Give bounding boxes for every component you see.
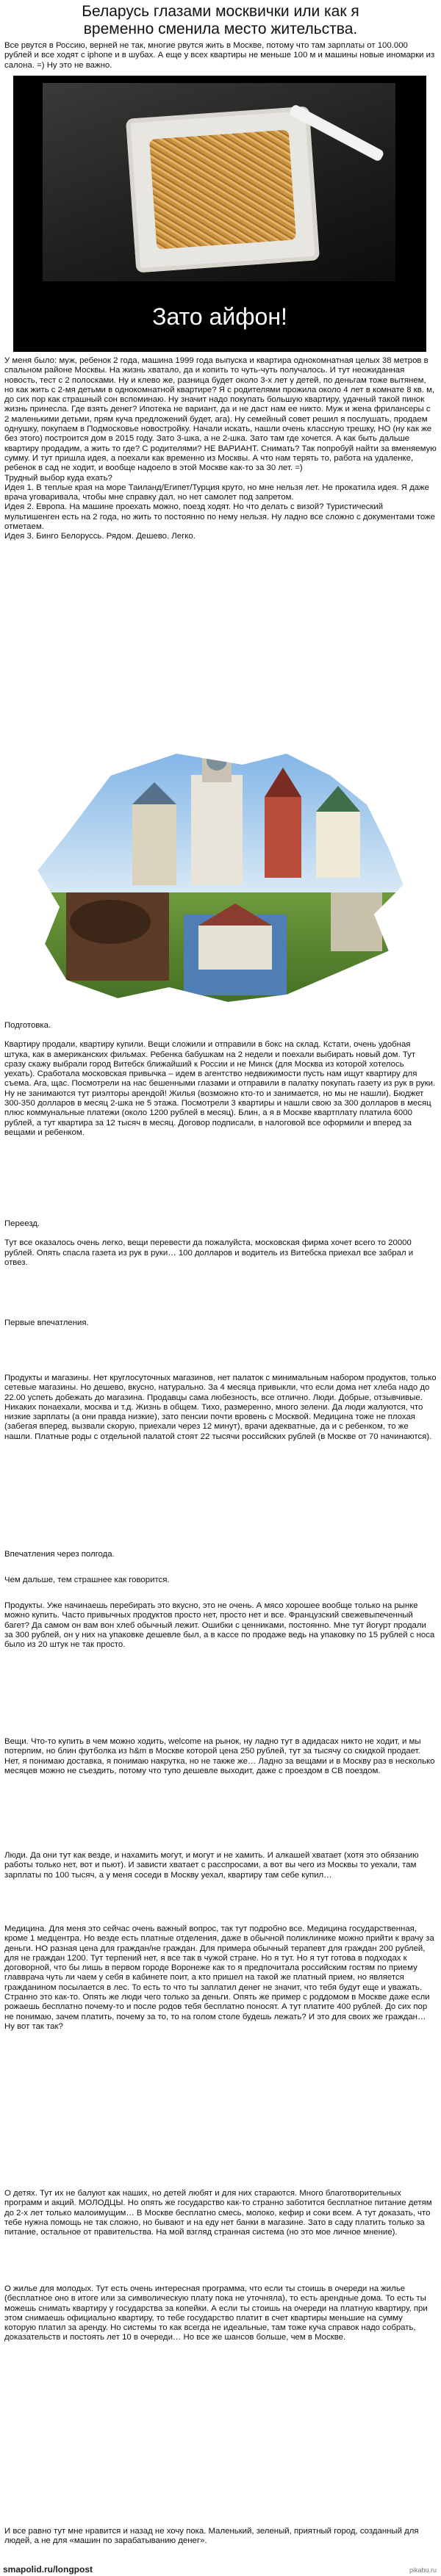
photo-caption: Зато айфон! — [152, 303, 287, 330]
site-watermark: pikabu.ru — [409, 2566, 437, 2574]
idea-2: Идея 2. Европа. На машине проехать можно, поезд ходят. Но что делать с визой? Туристический мультишенген есть на 2 года, но жить то постоянно по нему нельзя. Ну ладно все сложно с документами тоже отметаем. — [4, 502, 435, 532]
move-paragraph: Тут все оказалось очень легко, вещи перевести да пожалуйста, московская фирма хочет всего то 20000 рублей. Опять спасла газета из рук в руки… 100 долларов и водитель из Витебска приехал все забрал и отвез. — [4, 1238, 414, 1267]
title-line-1: Беларусь глазами москвички или как я — [82, 3, 359, 20]
idea-3: Идея 3. Бинго Белоруссь. Рядом. Дешево. Легко. — [4, 532, 196, 541]
noodle-container-image — [126, 107, 320, 273]
instant-noodles-image — [149, 130, 296, 250]
idea-1: Идея 1. В теплые края на море Таиланд/Египет/Турция круто, но мне нельзя лет. Не прокатила идея. Я даже врача уговаривала, чтобы мне справку дал, но нет самолет под запретом. — [4, 483, 430, 502]
prep-heading: Подготовка. — [4, 1021, 51, 1030]
products-paragraph: Продукты и магазины. Нет круглосуточных магазинов, нет палаток с минимальным набором продуктов, только сетевые магазины. Но дешево, вкусно, натурально. За 4 месяца привыкли, что если дома нет хлеба надо до 22.00 успеть добежать до магазина. Продавцы сама любезность, все отлично. Люди. Добрые, отзывчивые. Никаких понаехали, москва и т.д. Жизнь в общем. Тихо, размеренно, много зелени. Да люди жалуются, что низкие зарплаты (а они правда низкие), зато пенсии почти вровень с Москвой. Медицина тоже не плохая (забегая вперед, вызвали скорую, приехали через 12 минут), врачи адекватные, да и с ребенком, то же нашли. Платные роды с отдельной палатой стоят 22 тысячи российских рублей (в Москве от 70 начинаются). — [4, 1374, 437, 1441]
source-watermark: smapolid.ru/longpost — [3, 2564, 93, 2575]
move-heading: Переезд. — [4, 1219, 40, 1228]
things-paragraph: Вещи. Что-то купить в чем можно ходить, welcome на рынок, ну ладно тут в адидасах никто не ходит, и мы потерпим, но блин футболка из h&m в Москве которой цена 250 рублей, тут за тысячу со скидкой продает. Нет, я понимаю доставка, я понимаю накрутка, но не также же… Ладно за вещами и в Москву раз в несколько месяцев можно не съездить, потому что тупо дешевле выходит, даже с проездом в СВ поездом. — [4, 1737, 435, 1775]
medicine-paragraph: Медицина. Для меня это сейчас очень важный вопрос, так тут подробно все. Медицина государственная, кроме 1 медцентра. Но везде есть платные отделения, даже в обычной поликлинике можно прийти к врачу за деньги. НО разная цена для граждан/не граждан. Для примера обычный терапевт для граждан 200 рублей, для не граждан 1200. Тут терпений нет, я все так в чужой стране. Но я тут. Но я тут готова в подходах к договорной, что бы лишь в первом городе Воронеже как то я предпочитала российским гостям по приему главврача чуть ли чаем у себя в кабинете поит, а кто пришел на такой же платный прием, но является гражданином посылается в лес. То есть то что ты заплатил денег не значит, что тебя будут еще и уважать. Странно это как-то. Опять же люди чего только за деньги. Опять же пример с роддомом в Москве даже если рожаешь бесплатно почему-то и после родов тебя бесплатно поносят. А тут платите 400 рублей. До сих пор не понимаю, зачем платить, почему за то, то на голом столе будешь лежать? И это для своих же граждан… Ну вот так так? — [4, 1924, 434, 2031]
products-later-paragraph: Продукты. Уже начинаешь перебирать это вкусно, это не очень. А мясо хорошее вообще только на рынке можно купить. Часто привычных продуктов просто нет, просто нет и все. Французский свежевыпеченный багет? Да самом он вам вон хлеб обычный лежит. Ошибки с ценниками, постоянно. Мне тут йогурт продали за 300 рублей, он у них на упаковке дешевле был, а в кассе по продаже ведь на упаковку по 15 рублей с носа было из 20 штук не так просто. — [4, 1601, 435, 1650]
title-line-2: временно сменила место жительства. — [83, 21, 358, 37]
half-year-heading: Впечатления через полгода. — [4, 1550, 115, 1559]
belarus-collage-map — [22, 746, 419, 1017]
intro-paragraph: Все рвутся в Россию, верней не так, многие рвутся жить в Москве, потому что там зарплаты от 100.000 рублей и все ходят с iphone и в шубах. А еще у всех квартиры не меньше 100 м и машины новые иномарки из салона. =) Ну это не важно. — [4, 41, 435, 70]
noodles-photo — [13, 76, 426, 352]
prep-paragraph: Квартиру продали, квартиру купили. Вещи сложили и отправили в бокс на склад. Кстати, очень удобная штука, как в американских фильмах. Ребенка бабушкам на 2 недели и поехали выбирать новый дом. Тут сразу скажу выбрали город Витебск ближайший к России и не Минск (для Москва из которой хотелось уехать). Сработала московская привычка – идем в агентство недвижимости пусть нам ищут квартиру для съема. Ага, щас. Посмотрели на наc бешенными глазами и отправили в палатку покупать газету из рук в руки. Ну не занимаются тут риэлторы арендой! Жилья (возможно кто-то и занимается, но мы не нашли). Бюджет 300-350 долларов в месяц 2-шка не 5 этажа. Посмотрели 3 квартиры и нашли свою за 300 долларов в месяц плюс коммунальные платежи (около 1200 рублей в месяц). Блин, а я в Москве квартплату платила 6000 рублей, а тут квартира за 12 тысяч в месяц. Договор подписали, в налоговой все оформили и вперед за вещами и ребенком. — [4, 1040, 436, 1137]
move-section — [4, 1219, 437, 1268]
spacer — [4, 1229, 437, 1238]
first-impressions-heading: Первые впечатления. — [4, 1318, 89, 1327]
prep-section — [4, 1021, 437, 1138]
spacer — [4, 1031, 437, 1040]
photo-scene — [43, 83, 395, 281]
story-paragraph: У меня было: муж, ребенок 2 года, машина 1999 года выпуска и квартира однокомнатная целых 38 метров в спальном районе Москвы. На жизнь хватало, да и копить то чуть-чуть получалось. И тут неожиданная новость, тест с 2 полосками. Ну и клево же, разница будет около 3-х лет у детей, по деньгам тоже вытянем, но как жить с 2-мя детьми в однокомнатной квартире? Я с родителями прожила около 4 лет в комнате 8 кв. м, до сих пор как страшный сон вспоминаю. Ну значит надо покупать большую квартиру, удачный такой пинок жизнь принесла. Где взять денег? Ипотека не вариант, да и не даст нам ее никто. Муж и жена фрилансеры с 2 маленькими детьми, прям куча предложений будет, ага). Ну семейный совет решил я послушать, продаем однушку, покупаем в Подмосковье новостройку. Начали искать, нашли очень классную трешку, НО (ну как же без этого) построится дом в 2015 году. Зато 3-шка, а не 2-шка. Зато там где хочется. А как быть дальше квартиру продадим, а жить то где? С родителями? НЕ ВАРИАНТ. Снимать? Так попробуй найти за вменяемую сумму. И тут пришла идея, а поехали как временно из Москвы. А что нам терять то, работа на удаленке, ребенок в сад не ходит, и вообще надоело в этой Москве как-то за 30 лет. =) — [4, 356, 437, 473]
article-title — [0, 3, 441, 38]
worse-line: Чем дальше, тем страшнее как говорится. — [4, 1576, 170, 1584]
people-paragraph: Люди. Да они тут как везде, и нахамить могут, и могут и не хамить. И алкашей хватает (хотя это обязанию работы только нет, вот и пьют). И зависти хватает с расспросами, а вот вы чего из Москвы то уехали, там зарплаты по 100 тысяч, а у меня соседи в Москву уехал, квартиру там себе купил… — [4, 1851, 419, 1880]
housing-paragraph: О жилье для молодых. Тут есть очень интересная программа, что если ты стоишь в очереди на жилье (бесплатное оно в итоге или за символическую плату пока не уточняла), то есть арендные дома. То есть ты можешь снимать квартиру у государства за копейки. А если ты стоишь на очереди на платную квартиру, при этом снимаешь официально квартиру, то тебе государство платит в счет квартиры меньшие на сумму которую платил за аренду. Но системы то как всегда не идеальные, там тоже куча справок надо собрать, доказательств и постоять лет 10 в очереди… Но все же шансов больше, чем в Москве. — [4, 2284, 428, 2342]
conclusion-paragraph: И все равно тут мне нравится и назад не хочу пока. Маленький, зеленый, приятный город, созданный для людей, а не для «машин по зарабатыванию денег». — [4, 2527, 419, 2546]
story-section — [4, 356, 437, 542]
story-question: Трудный выбор куда ехать? — [4, 473, 112, 483]
kids-paragraph: О детях. Тут их не балуют как наших, но детей любят и для них стараются. Много благотворительных программ и акций. МОЛОДЦЫ. Но опять же государство как-то странно заботится бесплатное питание детям до 2-х лет только малоимущим… В Москве бесплатно смесь, молоко, кефир и соки всем. А тут доказать, что тебе нужна помощь не так сложно, но бывают и на еду нет банки в магазине. Зато в саду платить только за питание, остальное от правительства. На мой взгляд странная система (но это мое личное мнение). — [4, 2189, 432, 2237]
map-collage — [22, 746, 419, 1017]
